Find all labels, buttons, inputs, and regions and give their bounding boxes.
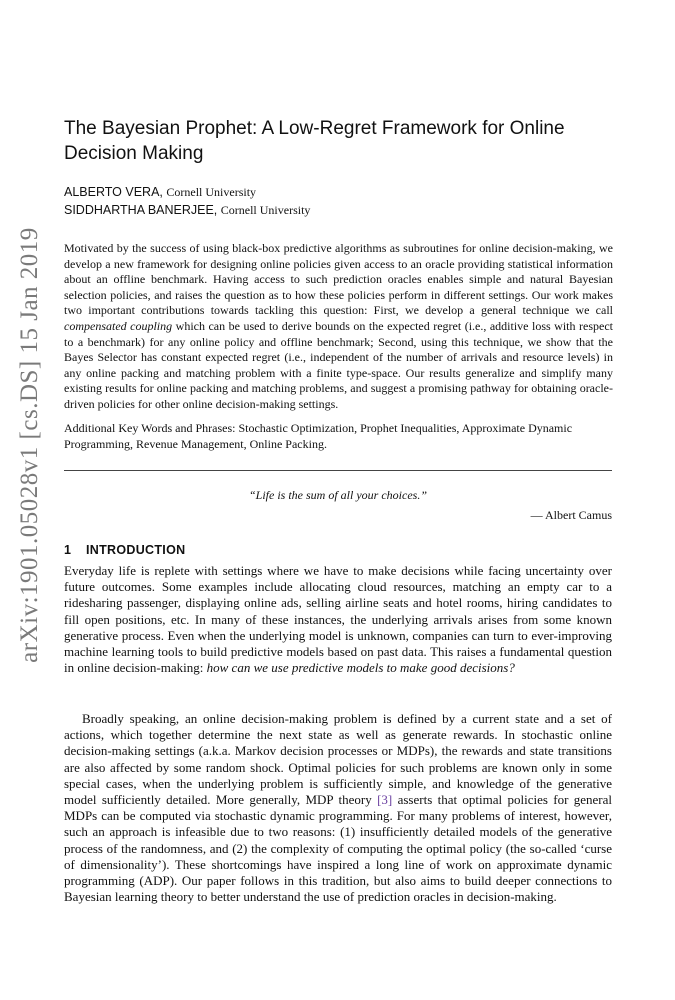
abstract-emphasis: compensated coupling xyxy=(64,318,173,333)
divider xyxy=(64,470,612,471)
paragraph-text-a: Broadly speaking, an online decision-making problem is defined by a current state and a set of actions, which together determine the next state as well as generate rewards. In stochastic online decision-making settings (a.k.a. Markov decision processes or MDPs), the rewards and state transitions are also affected by some random shock. Optimal policies for such problems are known only in some special cases, when the underlying problem is sufficiently simple, and knowledge of the generative model sufficiently detailed. More generally, MDP theory xyxy=(64,711,612,808)
author-1 xyxy=(64,183,310,201)
intro-paragraph-1 xyxy=(64,563,612,676)
paragraph-text: Everyday life is replete with settings where we have to make decisions while facing uncertainty over future outcomes. Some examples include allocating cloud resources, matching an empty car to a ridesharing passenger, displaying online ads, selling airline seats and hotel rooms, hiring candidates to fill open positions, etc. In many of these instances, the underlying arrivals arises from some known generative process. Even when the underlying model is unknown, companies can turn to ever-improving machine learning tools to build predictive models based on past data. This raises a fundamental question in online decision-making: xyxy=(64,563,612,676)
author-name: SIDDHARTHA BANERJEE, xyxy=(64,203,218,217)
arxiv-sidebar xyxy=(8,185,52,705)
citation-link[interactable]: [3] xyxy=(377,792,393,808)
epigraph-quote: “Life is the sum of all your choices.” xyxy=(249,488,427,502)
keywords: Additional Key Words and Phrases: Stochastic Optimization, Prophet Inequalities, Approximate Dynamic Programming, Revenue Management, Online Packing. xyxy=(64,421,573,451)
author-list xyxy=(64,183,310,219)
abstract-text-b: which can be used to derive bounds on the expected regret (i.e., additive loss with respect to a benchmark) for any online policy and offline benchmark; Second, using this technique, we show that the Bayes Selector has constant expected regret (i.e., independent of the number of arrivals and resource levels) in any online packing and matching problem with a finite type-space. Our results generalize and simplify many existing results for online packing and matching problems, and suggest a promising pathway for obtaining oracle-driven policies for other online decision-making settings. xyxy=(64,318,613,411)
author-2 xyxy=(64,201,310,219)
abstract-text-a: Motivated by the success of using black-box predictive algorithms as subroutines for online decision-making, we develop a new framework for designing online policies given access to an oracle providing statistical information about an offline benchmark. Having access to such prediction oracles enables simple and natural Bayesian selection policies, and raises the question as to how these policies perform in different settings. Our work makes two important contributions towards tackling this question: First, we develop a general technique we call xyxy=(64,241,613,318)
arxiv-identifier: arXiv:1901.05028v1 [cs.DS] 15 Jan 2019 xyxy=(16,227,43,663)
paragraph-text-b: asserts that optimal policies for general MDPs can be computed via stochastic dynamic programming. For many problems of interest, however, such an approach is infeasible due to two reasons: (1) insufficiently detailed models of the generative process of the randomness, and (2) the complexity of computing the optimal policy (the so-called ‘curse of dimensionality’). These shortcomings have inspired a long line of work on approximate dynamic programming (ADP). Our paper follows in this tradition, but also aims to build deeper connections to Bayesian learning theory to better understand the use of prediction oracles in decision-making. xyxy=(64,792,612,905)
intro-paragraph-2 xyxy=(64,711,612,905)
epigraph-author: — Albert Camus xyxy=(530,508,612,522)
paper-title: The Bayesian Prophet: A Low-Regret Framework for Online Decision Making xyxy=(64,118,565,164)
section-number: 1 xyxy=(64,543,72,557)
author-name: ALBERTO VERA, xyxy=(64,185,163,199)
section-heading xyxy=(64,543,185,557)
section-title: INTRODUCTION xyxy=(86,543,186,557)
author-affiliation: Cornell University xyxy=(220,203,311,217)
paragraph-emphasis: how can we use predictive models to make good decisions? xyxy=(206,660,515,676)
author-affiliation: Cornell University xyxy=(166,185,257,199)
abstract xyxy=(64,241,613,413)
